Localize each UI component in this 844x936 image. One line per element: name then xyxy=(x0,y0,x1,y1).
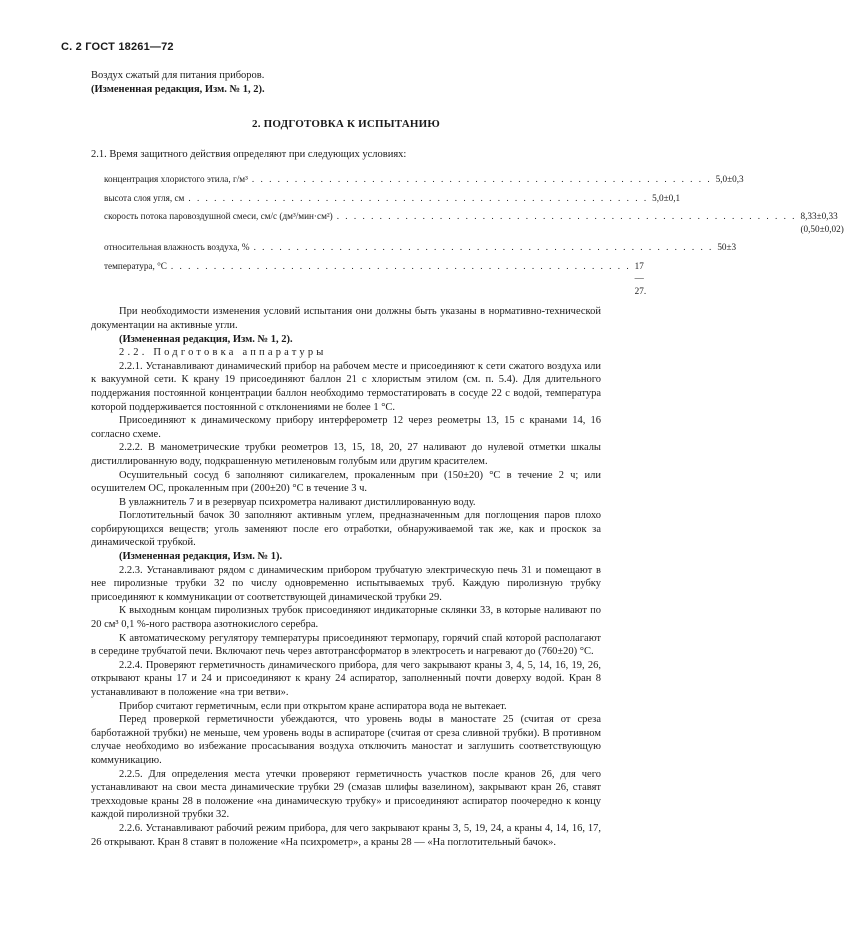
paragraph: 2.2.2. В манометрические трубки реометров 13, 15, 18, 20, 27 наливают до нулевой отметки шкалы дистиллированную воду, подкрашенную метиленовым голубым или другим красителем. xyxy=(91,442,601,467)
section-title: 2. ПОДГОТОВКА К ИСПЫТАНИЮ xyxy=(252,118,440,131)
condition-label: концентрация хлористого этила, г/м³ xyxy=(104,174,248,185)
paragraph: (Измененная редакция, Изм. № 1). xyxy=(119,551,283,563)
condition-value: 8,33±0,33 (0,50±0,02) xyxy=(800,211,844,234)
condition-value: 50±3 xyxy=(717,242,737,253)
paragraph: Прибор считают герметичным, если при открытом кране аспиратора вода не вытекает. xyxy=(119,700,507,712)
condition-row xyxy=(91,173,744,186)
paragraph: (Измененная редакция, Изм. № 1, 2). xyxy=(119,333,293,345)
paragraphs xyxy=(91,305,601,849)
condition-value: 5,0±0,1 xyxy=(652,192,681,203)
document-body xyxy=(91,69,844,849)
condition-row xyxy=(91,192,681,205)
paragraph: Поглотительный бачок 30 заполняют активным углем, предназначенным для поглощения паров плохо сорбирующихся веществ; уголь заменяют после его отработки, обнаруживаемой так же, как и проскок за динамической трубкой. xyxy=(91,510,601,549)
page-header: С. 2 ГОСТ 18261—72 xyxy=(61,41,174,53)
condition-value: 5,0±0,3 xyxy=(715,174,744,185)
paragraph: К автоматическому регулятору температуры присоединяют термопару, горячий спай которой располагают в середине трубчатой печи. Включают печь через автотрансформатор в электросеть и нагревают до (760±20) °С. xyxy=(91,632,601,658)
condition-label: температура, °С xyxy=(104,260,167,271)
condition-row xyxy=(91,260,647,298)
paragraph: Перед проверкой герметичности убеждаются, что уровень воды в маностате 25 (считая от среза барботажной трубки) не меньше, чем уровень воды в аспираторе (считая от среза сливной трубки). В противном случае необходимо во избежание просасывания воздуха отключить маностат и заглушить соответствующую коммуникацию. xyxy=(91,714,601,766)
condition-row xyxy=(91,210,844,235)
paragraph: 2.2.6. Устанавливают рабочий режим прибора, для чего закрывают краны 3, 5, 19, 24, а краны 4, 14, 16, 17, 26 открывают. Кран 8 ставят в положение «На психрометр», а краны 28 — «На поглотительный бачок». xyxy=(91,822,601,848)
leader-dots: . . . . . . . . . . . . . . . . . . . . . . . . . . . . . . . . . . . . . . . . . . . . . . . . . . . . . . xyxy=(188,192,649,203)
paragraph: К выходным концам пиролизных трубок присоединяют индикаторные склянки 33, в которые наливают по 20 см³ 0,1 %-ного раствора азотнокислого серебра. xyxy=(91,605,601,631)
intro-amendment: (Измененная редакция, Изм. № 1, 2). xyxy=(91,83,265,95)
paragraph: 2.2.5. Для определения места утечки проверяют герметичность участков после кранов 26, для чего устанавливают на свои места динамические трубки 29 (смазав шлифы вазелином), закрывают кран 26, ставят трехходовые краны 28 в положение «на динамическую трубку» и присоединяют аспиратор поочередно к концу каждой пиролизной трубки 32. xyxy=(91,768,601,821)
paragraph: При необходимости изменения условий испытания они должны быть указаны в нормативно-технической документации на активные угли. xyxy=(91,306,601,331)
leader-dots: . . . . . . . . . . . . . . . . . . . . . . . . . . . . . . . . . . . . . . . . . . . . . . . . . . . . . . xyxy=(253,242,714,253)
condition-label: относительная влажность воздуха, % xyxy=(104,242,250,253)
condition-label: скорость потока паровоздушной смеси, см/с (дм³/мин·см²) xyxy=(104,211,333,222)
paragraph: Присоединяют к динамическому прибору интерферометр 12 через реометры 13, 15 с кранами 14, 16 согласно схеме. xyxy=(91,415,601,440)
paragraph: 2.2.1. Устанавливают динамический прибор на рабочем месте и присоединяют к сети сжатого воздуха или к вакуумной сети. К крану 19 присоединяют баллон 21 с хлористым этилом (см. п. 5.4). Для длительного поддержания постоянной концентрации баллон необходимо термостатировать в сосуде 22 с водой, температура которой поддерживается постоянной с отклонениями не более 1 °С. xyxy=(91,360,601,413)
paragraph: 2.2.3. Устанавливают рядом с динамическим прибором трубчатую электрическую печь 31 и помещают в нее пиролизные трубки 32 по числу одновременно испытываемых труб. Каждую пиролизную трубку присоединяют к коммуникации от соответствующей динамической трубки 29. xyxy=(91,564,601,603)
paragraph: 2.2. Подготовка аппаратуры xyxy=(119,347,327,359)
paragraph: В увлажнитель 7 и в резервуар психрометра наливают дистиллированную воду. xyxy=(119,496,476,508)
condition-label: высота слоя угля, см xyxy=(104,192,185,203)
leader-dots: . . . . . . . . . . . . . . . . . . . . . . . . . . . . . . . . . . . . . . . . . . . . . . . . . . . . . . xyxy=(336,211,797,222)
leader-dots: . . . . . . . . . . . . . . . . . . . . . . . . . . . . . . . . . . . . . . . . . . . . . . . . . . . . . . xyxy=(170,260,631,271)
intro-line: Воздух сжатый для питания приборов. xyxy=(91,70,265,81)
paragraph: Осушительный сосуд 6 заполняют силикагелем, прокаленным при (150±20) °С в течение 2 ч; или осушителем ОС, прокаленным при (200±20) °С в течение 3 ч. xyxy=(91,469,601,495)
condition-value: 17—27. xyxy=(634,260,647,296)
leader-dots: . . . . . . . . . . . . . . . . . . . . . . . . . . . . . . . . . . . . . . . . . . . . . . . . . . . . . . xyxy=(251,174,712,185)
condition-row xyxy=(91,241,737,254)
conditions-list xyxy=(91,173,844,297)
clause-2-1: 2.1. Время защитного действия определяют при следующих условиях: xyxy=(91,148,407,160)
paragraph: 2.2.4. Проверяют герметичность динамического прибора, для чего закрывают краны 3, 4, 5, 14, 16, 19, 26, открывают краны 17 и 24 и присоединяют к крану 24 аспиратор, заполненный почти доверху водой. Кран 8 устанавливают в положение «на три ветви». xyxy=(91,659,601,698)
